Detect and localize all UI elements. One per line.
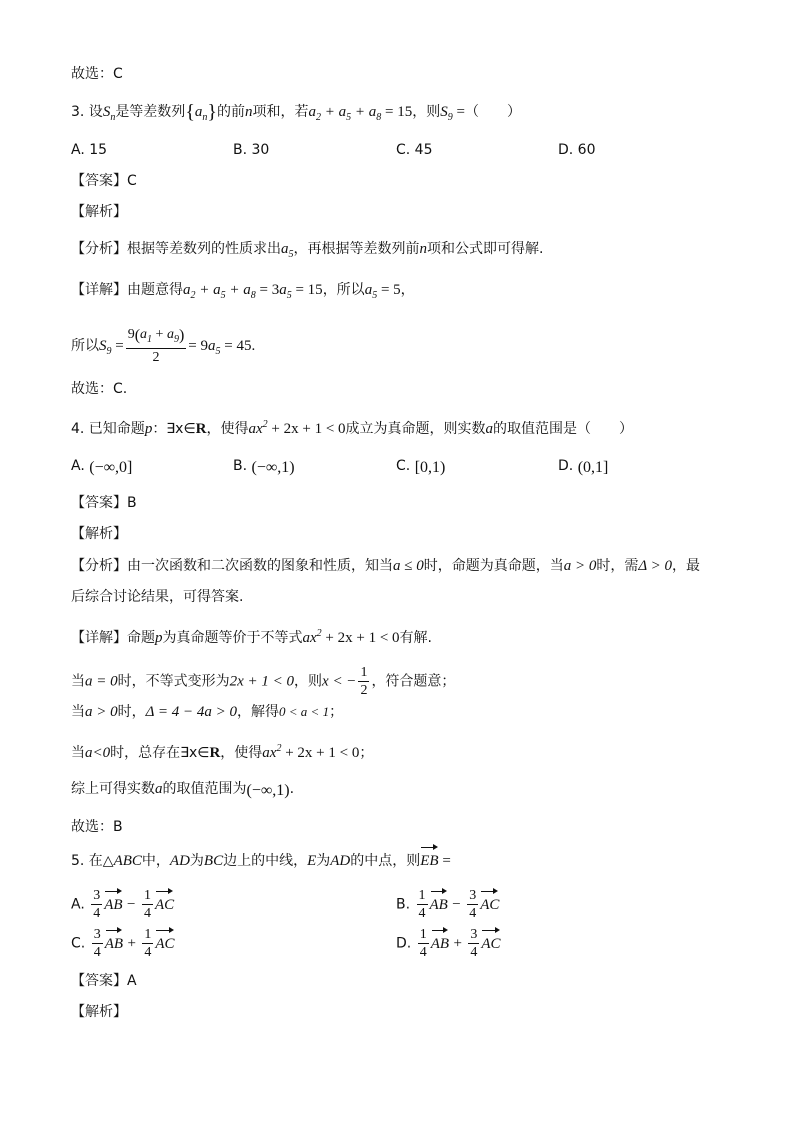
q5-option-c[interactable]: C. $\frac{3}{4}$ AB + $\frac{1}{4}$ AC — [71, 927, 175, 960]
q3-n: n — [245, 104, 253, 120]
q3-Sn: $S_n$ — [102, 104, 116, 123]
q4-analysis: 【分析】由一次函数和二次函数的图象和性质，知当a ≤ 0时，命题为真命题，当a > 0时，需Δ > 0，最 — [71, 558, 701, 574]
q3-option-a[interactable]: A. 15 — [71, 142, 108, 158]
q4-option-d[interactable]: D. (0,1] — [558, 458, 609, 476]
q3-mid4: ，则 — [412, 104, 441, 120]
q4-answer: 【答案】B — [71, 495, 137, 511]
q4-choose: 故选：B — [71, 819, 123, 835]
q3-option-c[interactable]: C. 45 — [396, 142, 433, 158]
q3-mid2: 的前 — [217, 104, 246, 120]
q3-analysis: 【分析】根据等差数列的性质求出$a_5$，再根据等差数列前n项和公式即可得解. — [71, 241, 544, 260]
q3-fraction: $\frac{9(a_1 + a_9)}{2}$ — [127, 327, 185, 365]
q4-option-c[interactable]: C. [0,1) — [396, 458, 446, 476]
q4-summary: 综上可得实数a的取值范围为(−∞,1). — [71, 781, 295, 799]
q5-option-b[interactable]: B. $\frac{1}{4}$ AB − $\frac{3}{4}$ AC — [396, 888, 500, 921]
q4-option-a[interactable]: A. (−∞,0] — [71, 458, 133, 476]
q5-jiexi: 【解析】 — [71, 1004, 127, 1020]
q5-option-d[interactable]: D. $\frac{1}{4}$ AB + $\frac{3}{4}$ AC — [396, 927, 501, 960]
q4-stem: 4. 已知命题p：∃x∈R，使得$ax^2 + 2x + 1 < 0$成立为真命题，则实数a的取值范围是（ ） — [71, 419, 634, 437]
q3-so: 所以$S_9$ = $\frac{9(a_1 + a_9)}{2}$ = $9a_5 = 45$. — [71, 327, 256, 365]
q3-mid3: 项和，若 — [252, 104, 309, 120]
q4-jiexi: 【解析】 — [71, 526, 127, 542]
q4-detail: 【详解】命题p为真命题等价于不等式$ax^2 + 2x + 1 < 0$有解. — [71, 628, 433, 646]
q4-option-b[interactable]: B. (−∞,1) — [233, 458, 295, 476]
q3-option-d[interactable]: D. 60 — [558, 142, 596, 158]
q5-stem: 5. 在△ABC中，AD为BC边上的中线，E为AD的中点，则 EB = — [71, 851, 451, 871]
q4-case2: 当a > 0时，Δ = 4 − 4a > 0，解得0 < a < 1； — [71, 704, 344, 720]
q3-blank: （ ） — [464, 104, 521, 120]
q3-an: $a_n$ — [194, 104, 208, 123]
q4-case3: 当a<0时，总存在∃x∈R，使得$ax^2 + 2x + 1 < 0$； — [71, 743, 374, 761]
q3-mid1: 是等差数列 — [115, 104, 186, 120]
q3-option-b[interactable]: B. 30 — [233, 142, 270, 158]
q3-stem: 3. 设$S_n$是等差数列$\{a_n\}$的前n项和，若$a_2 + a_5 + a_8 = 15$，则$S_9$ =（ ） — [71, 101, 521, 123]
q3-answer: 【答案】C — [71, 173, 137, 189]
q5-answer: 【答案】A — [71, 973, 137, 989]
q4-case1: 当a = 0时，不等式变形为2x + 1 < 0，则x < − $\frac{1}{2}$ ，符合题意； — [71, 665, 456, 698]
q3-detail: 【详解】由题意得$a_2 + a_5 + a_8 = 3a_5 = 15$，所以$a_5 = 5$， — [71, 282, 415, 301]
prev-choose: 故选：C — [71, 66, 123, 82]
q4-analysis-2: 后综合讨论结果，可得答案. — [71, 589, 244, 605]
q3-prefix: 3. 设 — [71, 104, 103, 120]
q3-choose: 故选：C. — [71, 381, 128, 397]
q3-condition: $a_2 + a_5 + a_8 = 15$ — [308, 104, 413, 123]
prev-choose-line — [71, 64, 123, 84]
q5-option-a[interactable]: A. $\frac{3}{4}$ AB − $\frac{1}{4}$ AC — [71, 888, 175, 921]
q3-jiexi: 【解析】 — [71, 204, 127, 220]
q3-S9: $S_9$ = — [440, 104, 465, 123]
